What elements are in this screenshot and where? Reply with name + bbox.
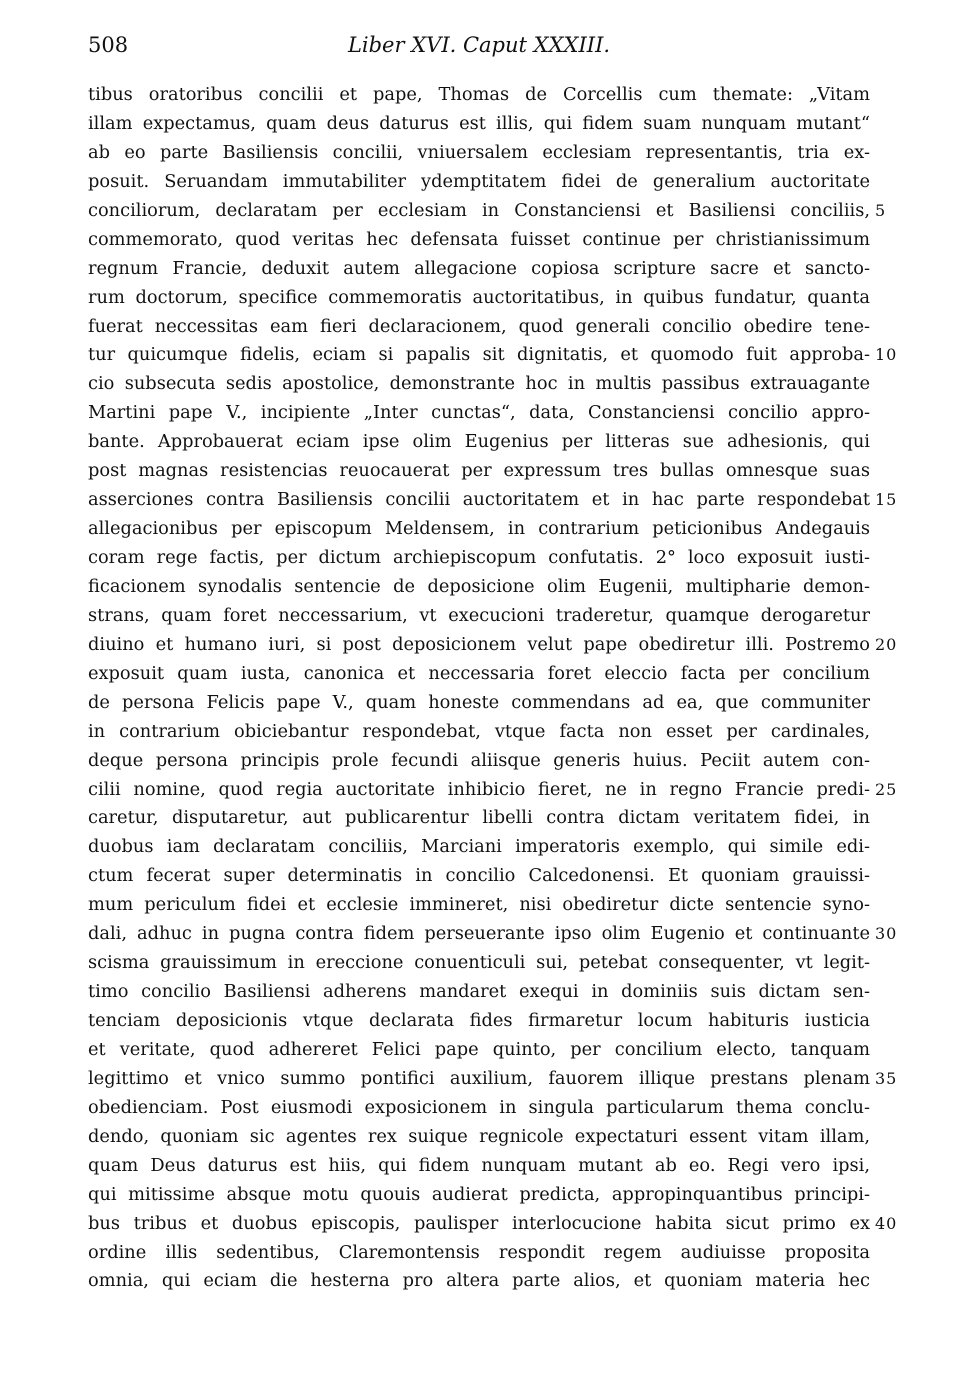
text-line xyxy=(88,226,870,255)
line-text: in contrarium obiciebantur respondebat, vtque facta non esset per cardinales, xyxy=(88,720,870,742)
page-header xyxy=(88,30,870,60)
line-text: cilii nomine, quod regia auctoritate inhibicio fieret, ne in regno Francie predi- xyxy=(88,778,870,800)
line-text: obedienciam. Post eiusmodi exposicionem in singula particularum thema conclu- xyxy=(88,1096,870,1118)
text-line xyxy=(88,631,898,660)
line-text: illam expectamus, quam deus daturus est illis, qui fidem suam nunquam mutant“ xyxy=(88,112,870,134)
line-text: ordine illis sedentibus, Claremontensis respondit regem audiuisse proposita xyxy=(88,1241,870,1263)
line-text: asserciones contra Basiliensis concilii auctoritatem et in hac parte respondebat xyxy=(88,489,870,511)
text-line xyxy=(88,544,870,573)
line-text: ctum fecerat super determinatis in concilio Calcedonensi. Et quoniam grauissi- xyxy=(88,865,870,887)
text-line xyxy=(88,949,870,978)
text-line xyxy=(88,81,870,110)
line-text: legittimo et vnico summo pontifici auxilium, fauorem illique prestans plenam xyxy=(88,1067,870,1089)
line-text: omnia, qui eciam die hesterna pro altera parte alios, et quoniam materia hec xyxy=(88,1270,870,1292)
line-text: quam Deus daturus est hiis, qui fidem nunquam mutant ab eo. Regi vero ipsi, xyxy=(88,1154,870,1176)
line-text: allegacionibus per episcopum Meldensem, in contrarium peticionibus Andegauis xyxy=(88,518,870,540)
line-text: exposuit quam iusta, canonica et neccessaria foret eleccio facta per concilium xyxy=(88,662,870,684)
text-line xyxy=(88,689,870,718)
text-line xyxy=(88,1007,870,1036)
line-text: de persona Felicis pape V., quam honeste commendans ad ea, que communiter xyxy=(88,691,870,713)
text-line xyxy=(88,486,898,515)
line-text: ab eo parte Basiliensis concilii, vniuersalem ecclesiam representantis, tria ex- xyxy=(88,141,870,163)
line-text: qui mitissime absque motu quouis audierat predicta, appropinquantibus principi- xyxy=(88,1183,870,1205)
text-line xyxy=(88,776,898,805)
line-text: deque persona principis prole fecundi aliisque generis huius. Peciit autem con- xyxy=(88,749,870,771)
text-line xyxy=(88,1152,870,1181)
line-text: posuit. Seruandam immutabiliter ydemptitatem fidei de generalium auctoritate xyxy=(88,170,870,192)
line-text: commemorato, quod veritas hec defensata fuisset continue per christianissimum xyxy=(88,228,870,250)
text-line xyxy=(88,891,870,920)
line-text: dendo, quoniam sic agentes rex suique regnicole expectaturi essent vitam illam, xyxy=(88,1125,870,1147)
text-line xyxy=(88,833,870,862)
text-line xyxy=(88,255,870,284)
text-line xyxy=(88,978,870,1007)
line-text: tenciam deposicionis vtque declarata fides firmaretur locum habituris iusticia xyxy=(88,1010,870,1031)
line-text: tibus oratoribus concilii et pape, Thomas de Corcellis cum themate: „Vitam xyxy=(88,84,870,105)
line-text: et veritate, quod adhereret Felici pape quinto, per concilium electo, tanquam xyxy=(88,1038,870,1060)
line-text: strans, quam foret neccessarium, vt execucioni traderetur, quamque derogaretur xyxy=(88,604,870,626)
line-number: 30 xyxy=(875,924,898,944)
line-text: fuerat neccessitas eam fieri declaracionem, quod generali concilio obedire tene- xyxy=(88,315,870,337)
line-number: 15 xyxy=(875,490,898,510)
text-line xyxy=(88,573,870,602)
text-line xyxy=(88,747,870,776)
line-text: tur quicumque fidelis, eciam si papalis sit dignitatis, et quomodo fuit approba- xyxy=(88,344,870,366)
line-text: cio subsecuta sedis apostolice, demonstrante hoc in multis passibus extrauagante xyxy=(88,373,870,395)
line-number: 40 xyxy=(875,1213,898,1233)
text-line xyxy=(88,457,870,486)
line-number: 20 xyxy=(875,634,898,654)
text-line xyxy=(88,1123,870,1152)
text-line xyxy=(88,399,870,428)
text-line xyxy=(88,804,870,833)
text-line xyxy=(88,1181,870,1210)
line-text: diuino et humano iuri, si post deposicionem velut pape obediretur illi. Postremo xyxy=(88,633,870,655)
text-line xyxy=(88,428,870,457)
line-text: scisma grauissimum in ereccione conuenticuli sui, petebat consequenter, vt legit- xyxy=(88,952,870,974)
text-line xyxy=(88,341,898,370)
text-line xyxy=(88,1239,870,1268)
line-text: timo concilio Basiliensi adherens mandaret exequi in dominiis suis dictam sen- xyxy=(88,981,870,1003)
line-number: 10 xyxy=(875,345,898,365)
text-line xyxy=(88,197,887,226)
text-line xyxy=(88,1210,898,1239)
line-text: mum periculum fidei et ecclesie immineret, nisi obediretur dicte sentencie syno- xyxy=(88,894,870,916)
line-number: 35 xyxy=(875,1068,898,1088)
line-number: 5 xyxy=(875,200,887,220)
line-text: bante. Approbauerat eciam ipse olim Eugenius per litteras sue adhesionis, qui xyxy=(88,431,870,453)
line-text: caretur, disputaretur, aut publicarentur libelli contra dictam veritatem fidei, in xyxy=(88,807,870,829)
text-line xyxy=(88,515,870,544)
text-line xyxy=(88,168,870,197)
line-text: Martini pape V., incipiente „Inter cunctas“, data, Constanciensi concilio appro- xyxy=(88,402,870,424)
line-text: coram rege factis, per dictum archiepiscopum confutatis. 2° loco exposuit iusti- xyxy=(88,547,870,568)
text-line xyxy=(88,602,870,631)
body-text xyxy=(88,81,898,1296)
text-line xyxy=(88,862,870,891)
line-text: post magnas resistencias reuocauerat per expressum tres bullas omnesque suas xyxy=(88,460,870,482)
line-number: 25 xyxy=(875,779,898,799)
text-line xyxy=(88,370,870,399)
line-text: regnum Francie, deduxit autem allegacione copiosa scripture sacre et sancto- xyxy=(88,257,870,279)
text-line xyxy=(88,660,870,689)
text-line xyxy=(88,1267,870,1296)
text-line xyxy=(88,313,870,342)
text-line xyxy=(88,1094,870,1123)
text-line xyxy=(88,920,898,949)
line-text: ficacionem synodalis sentencie de deposicione olim Eugenii, multipharie demon- xyxy=(88,575,870,597)
line-text: bus tribus et duobus episcopis, paulisper interlocucione habita sicut primo ex xyxy=(88,1212,870,1234)
text-line xyxy=(88,284,870,313)
page-number: 508 xyxy=(88,33,129,57)
line-text: rum doctorum, specifice commemoratis auctoritatibus, in quibus fundatur, quanta xyxy=(88,286,870,308)
text-line xyxy=(88,1065,898,1094)
line-text: conciliorum, declaratam per ecclesiam in Constanciensi et Basiliensi conciliis, xyxy=(88,199,870,221)
text-line xyxy=(88,139,870,168)
line-text: dali, adhuc in pugna contra fidem perseuerante ipso olim Eugenio et continuante xyxy=(88,923,870,945)
text-line xyxy=(88,1036,870,1065)
text-line xyxy=(88,110,870,139)
text-line xyxy=(88,718,870,747)
line-text: duobus iam declaratam conciliis, Marciani imperatoris exemplo, qui simile edi- xyxy=(88,836,870,858)
running-head: Liber XVI. Caput XXXIII. xyxy=(347,33,611,57)
